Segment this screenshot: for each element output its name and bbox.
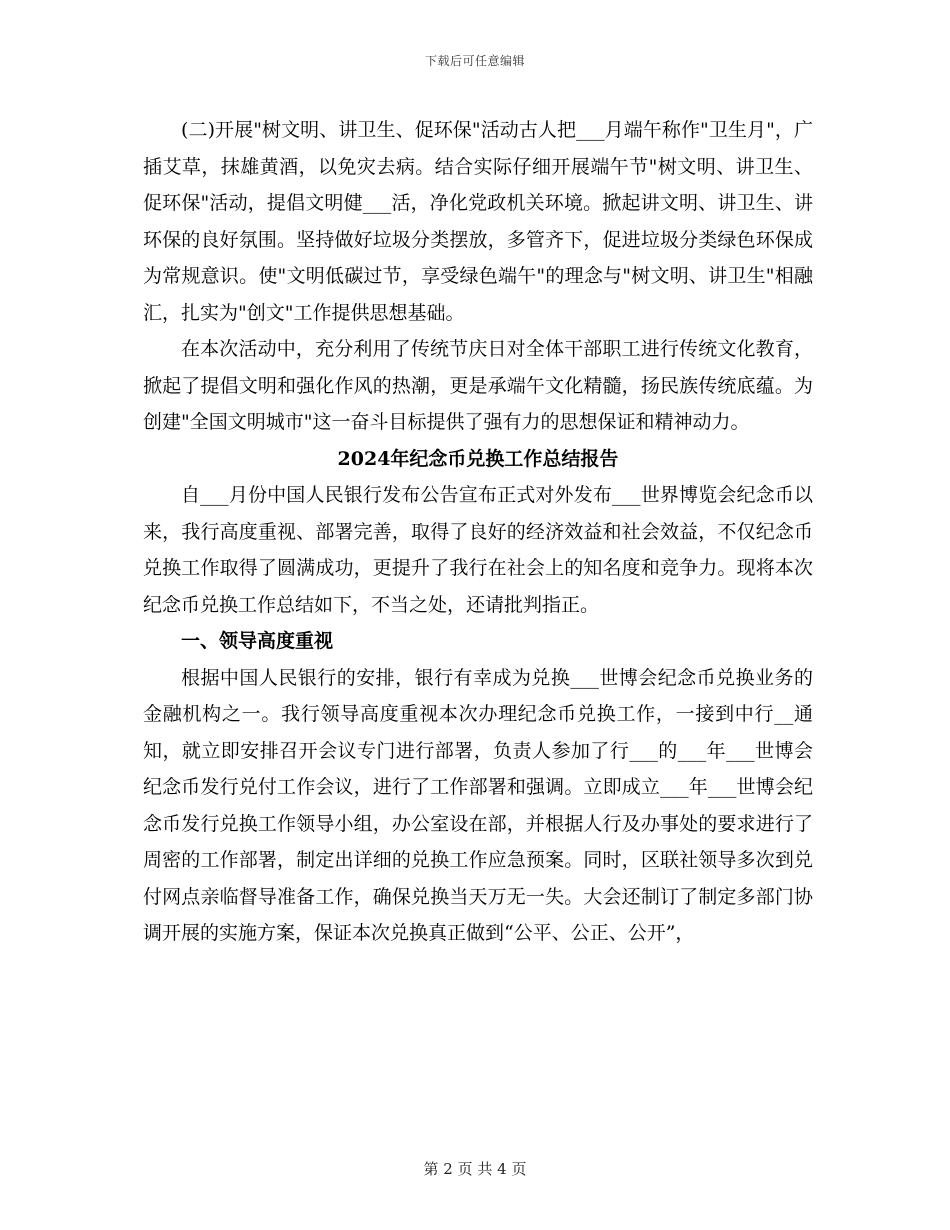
section-heading-leadership: 一、领导高度重视 <box>181 630 334 652</box>
paragraph-leadership: 根据中国人民银行的安排，银行有幸成为兑换___世博会纪念币兑换业务的金融机构之一。我行领导高度重视本次办理纪念币兑换工作，一接到中行__通知，就立即安排召开会议专门进行部署，负责人参加了行___的___年___世博会纪念币发行兑付工作会议，进行了工作部署和强调。立即成立___年___世博会纪念币发行兑换工作领导小组，办公室设在部，并根据人行及办事处的要求进行了周密的工作部署，制定出详细的兑换工作应急预案。同时，区联社领导多次到兑付网点亲临督导准备工作，确保兑换当天万无一失。大会还制订了制定多部门协调开展的实施方案，保证本次兑换真正做到“公平、公正、公开”， <box>143 666 813 944</box>
paragraph-activity-summary: 在本次活动中，充分利用了传统节庆日对全体干部职工进行传统文化教育，掀起了提倡文明和强化作风的热潮，更是承端午文化精髓，扬民族传统底蕴。为创建"全国文明城市"这一奋斗目标提供了强有力的思想保证和精神动力。 <box>143 338 813 433</box>
paragraph-introduction: 自___月份中国人民银行发布公告宣布正式对外发布___世界博览会纪念币以来，我行高度重视、部署完善，取得了良好的经济效益和社会效益，不仅纪念币兑换工作取得了圆满成功，更提升了我行在社会上的知名度和竞争力。现将本次纪念币兑换工作总结如下，不当之处，还请批判指正。 <box>143 484 813 616</box>
document-body <box>143 112 813 952</box>
page-number: 第 2 页 共 4 页 <box>423 1160 527 1178</box>
page-header: 下载后可任意编辑 <box>424 54 525 68</box>
document-title: 2024年纪念币兑换工作总结报告 <box>337 447 619 470</box>
paragraph-activity-environment: (二)开展"树文明、讲卫生、促环保"活动古人把___月端午称作"卫生月"，广插艾草，抹雄黄酒，以免灾去病。结合实际仔细开展端午节"树文明、讲卫生、促环保"活动，提倡文明健___活，净化党政机关环境。掀起讲文明、讲卫生、讲环保的良好氛围。坚持做好垃圾分类摆放，多管齐下，促进垃圾分类绿色环保成为常规意识。使"文明低碳过节，享受绿色端午"的理念与"树文明、讲卫生"相融汇，扎实为"创文"工作提供思想基础。 <box>143 119 813 324</box>
